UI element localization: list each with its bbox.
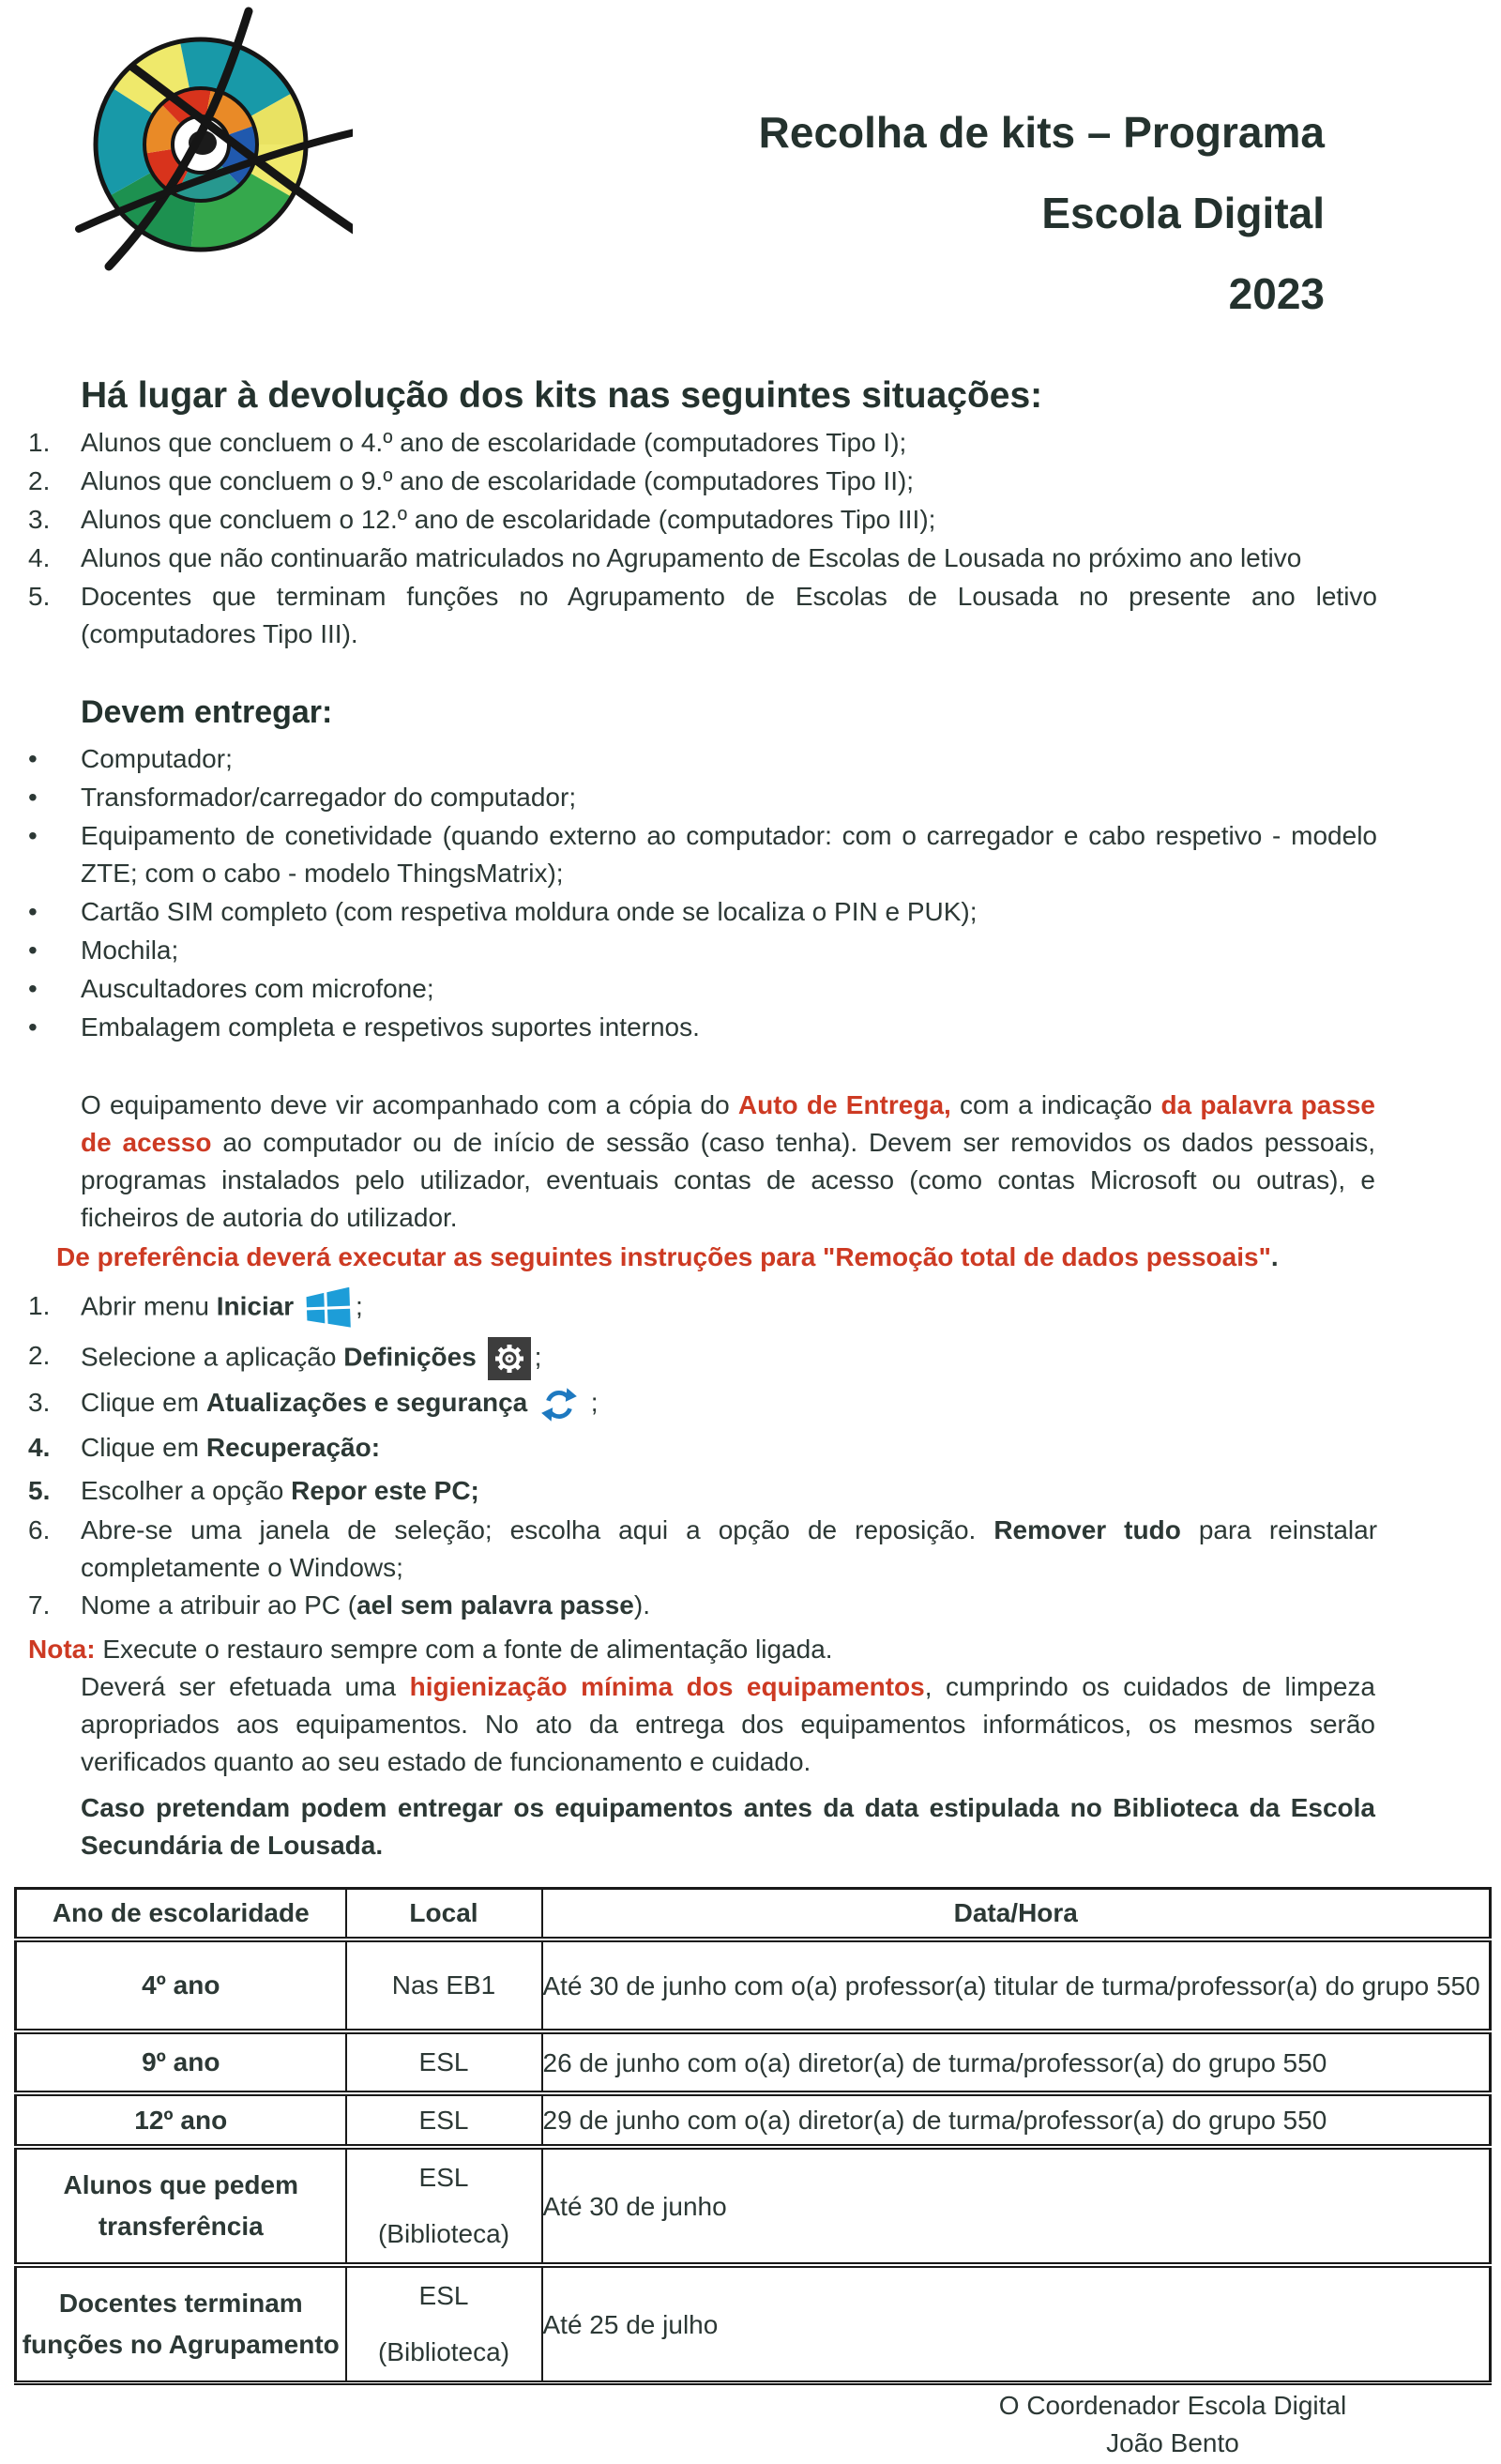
hygiene-paragraph: Deverá ser efetuada uma higienização mínima dos equipamentos, cumprindo os cuidados de limpeza apropriados aos equipamentos. No ato da entrega dos equipamentos informáticos, os mesmos serão verificados quanto ao seu estado de funcionamento e cuidado. [81,1672,1375,1776]
item-number: 5. [28,582,51,611]
cell-ano: Alunos que pedem transferência [16,2147,346,2265]
title-line: 2023 [1228,269,1325,318]
header-local: Local [346,1889,542,1940]
bullet: • [28,935,38,965]
item-number: 2. [28,466,51,495]
closing-paragraphs [81,1668,1375,1864]
cell-local-line: ESL [418,2163,469,2192]
item-text: Abrir menu Iniciar [81,1291,301,1321]
item-text: Transformador/carregador do computador; [81,783,577,812]
document-title [759,92,1325,334]
school-logo [43,2,353,281]
deliver-list [28,740,1377,1047]
item-text: Nome a atribuir ao PC (ael sem palavra passe). [81,1589,650,1620]
cell-local-line: (Biblioteca) [377,2219,510,2248]
item-text: Equipamento de conetividade (quando externo ao computador: com o carregador e cabo respetivo - modelo ZTE; com o cabo - modelo ThingsMatrix); [81,821,1377,888]
list-item [28,893,1377,931]
list-item [28,740,1377,778]
item-text: ; [534,1342,542,1372]
cell-local: ESL [346,2031,542,2093]
cell-local [346,2147,542,2265]
header-datahora: Data/Hora [542,1889,1491,1940]
item-text: Embalagem completa e respetivos suportes internos. [81,1012,700,1042]
item-number: 4. [28,1432,51,1462]
item-text: Clique em Recuperação: [81,1432,381,1462]
item-text: Abre-se uma janela de seleção; escolha aqui a opção de reposição. Remover tudo para reinstalar completamente o Windows; [81,1514,1378,1582]
title-line: Escola Digital [1041,189,1325,237]
signature-block [966,2387,1379,2462]
item-number: 1. [28,428,51,457]
cell-datahora: Até 25 de julho [542,2265,1491,2383]
preference-line: De preferência deverá executar as seguintes instruções para "Remoção total de dados pessoais". [56,1242,1279,1271]
deliver-heading: Devem entregar: [81,694,333,730]
list-item [28,540,1377,577]
item-text: Cartão SIM completo (com respetiva moldura onde se localiza o PIN e PUK); [81,897,978,926]
item-number: 1. [28,1291,51,1320]
list-item [28,779,1377,816]
item-number: 3. [28,505,51,534]
item-number: 6. [28,1514,51,1544]
item-number: 5. [28,1475,51,1505]
bullet: • [28,744,38,773]
equipment-paragraph: O equipamento deve vir acompanhado com a cópia do Auto de Entrega, com a indicação da palavra passe de acesso ao computador ou de início de sessão (caso tenha). Devem ser removidos os dados pessoais, programas instalados pelo utilizador, eventuais contas de acesso (como contas Microsoft ou outras), e ficheiros de autoria do utilizador. [81,1090,1376,1232]
schedule-table [14,1887,1492,2385]
table-row [16,2265,1491,2383]
item-text: Alunos que concluem o 4.º ano de escolaridade (computadores Tipo I); [81,428,907,457]
cell-datahora: Até 30 de junho com o(a) professor(a) titular de turma/professor(a) do grupo 550 [542,1939,1491,2031]
item-text: Alunos que concluem o 12.º ano de escolaridade (computadores Tipo III); [81,505,936,534]
item-text: Alunos que não continuarão matriculados no Agrupamento de Escolas de Lousada no próximo ano letivo [81,543,1302,572]
item-text: Escolher a opção Repor este PC; [81,1475,479,1505]
signature-name: João Bento [1106,2428,1239,2457]
cell-ano: 4º ano [16,1939,346,2031]
early-delivery-paragraph: Caso pretendam podem entregar os equipamentos antes da data estipulada no Biblioteca da Escola Secundária de Lousada. [81,1793,1375,1860]
item-text: Selecione a aplicação Definições [81,1342,484,1372]
item-text: Clique em Atualizações e segurança [81,1388,535,1417]
cell-local: ESL [346,2093,542,2147]
bullet: • [28,897,38,926]
cell-ano: Docentes terminam funções no Agrupamento [16,2265,346,2383]
update-sync-icon [538,1386,580,1423]
title-line: Recolha de kits – Programa [758,108,1325,157]
list-item [28,424,1377,462]
instruction-item [28,1337,1377,1380]
nota-line: Nota: Execute o restauro sempre com a fonte de alimentação ligada. [28,1635,833,1664]
header-ano: Ano de escolaridade [16,1889,346,1940]
cell-datahora: 26 de junho com o(a) diretor(a) de turma/professor(a) do grupo 550 [542,2031,1491,2093]
list-item [28,578,1377,653]
table-row [16,2147,1491,2265]
item-number: 7. [28,1589,51,1620]
item-text: Alunos que concluem o 9.º ano de escolaridade (computadores Tipo II); [81,466,915,495]
item-text: Docentes que terminam funções no Agrupamento de Escolas de Lousada no presente ano letivo (computadores Tipo III). [81,582,1377,648]
cell-local-line: (Biblioteca) [377,2337,510,2366]
instruction-item [28,1587,1377,1624]
cell-ano: 12º ano [16,2093,346,2147]
bullet: • [28,821,38,850]
item-text: Computador; [81,744,233,773]
item-text: Mochila; [81,935,179,965]
list-item [28,1009,1377,1046]
cell-ano: 9º ano [16,2031,346,2093]
signature-role: O Coordenador Escola Digital [998,2391,1347,2420]
list-item [28,932,1377,969]
instruction-item [28,1429,1377,1467]
situations-heading: Há lugar à devolução dos kits nas seguintes situações: [81,375,1043,416]
item-text: ; [355,1291,363,1321]
list-item [28,817,1377,892]
instruction-item [28,1287,1377,1329]
bullet: • [28,783,38,812]
instruction-item [28,1472,1377,1510]
item-text: Auscultadores com microfone; [81,974,434,1003]
table-row [16,1939,1491,2031]
item-number: 4. [28,543,51,572]
instructions-list [28,1287,1377,1625]
list-item [28,970,1377,1008]
item-number: 3. [28,1388,51,1417]
bullet: • [28,1012,38,1042]
bullet: • [28,974,38,1003]
list-item [28,463,1377,500]
cell-local-line: ESL [418,2281,469,2310]
item-text: ; [584,1388,599,1417]
item-number: 2. [28,1341,51,1370]
situations-list [28,424,1377,654]
windows-logo-icon [305,1287,352,1329]
list-item [28,501,1377,539]
cell-local: Nas EB1 [346,1939,542,2031]
cell-datahora: Até 30 de junho [542,2147,1491,2265]
cell-datahora: 29 de junho com o(a) diretor(a) de turma/professor(a) do grupo 550 [542,2093,1491,2147]
table-row [16,2093,1491,2147]
cell-local [346,2265,542,2383]
table-header-row [16,1889,1491,1940]
table-row [16,2031,1491,2093]
instruction-item [28,1512,1377,1587]
settings-gear-icon [488,1337,531,1380]
instruction-item [28,1384,1377,1423]
